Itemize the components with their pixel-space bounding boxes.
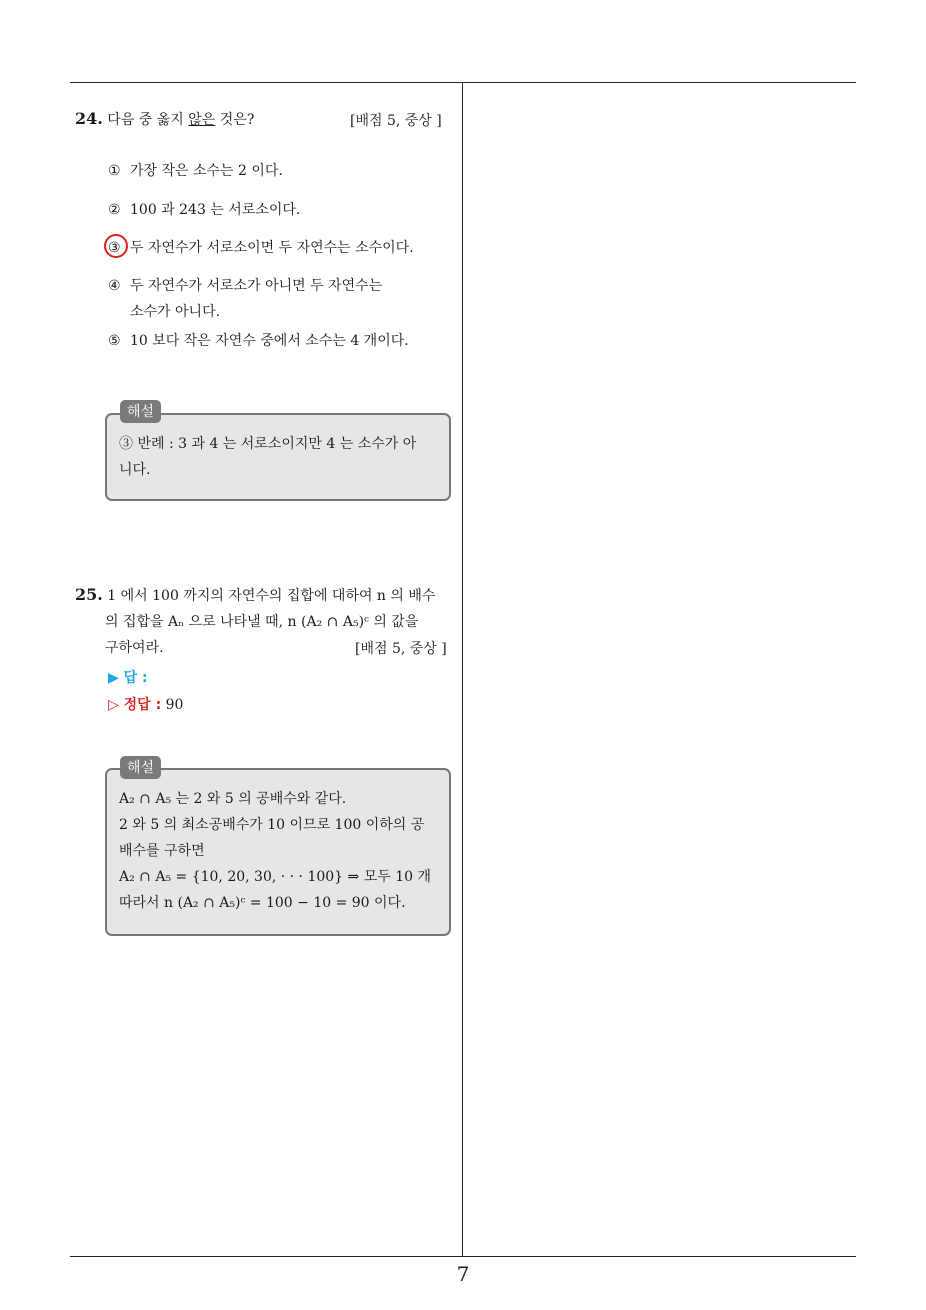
question-25-points: [배점 5, 중상 ]: [355, 641, 447, 657]
bottom-rule: [70, 1256, 856, 1257]
correct-answer-value: 90: [165, 697, 184, 713]
solution-25-line: 배수를 구하면: [119, 843, 205, 859]
question-24-number: 24.: [75, 109, 103, 128]
question-25-number: 25.: [75, 585, 103, 604]
emphasis-not: 않은: [188, 112, 216, 128]
question-24-points: [배점 5, 중상 ]: [350, 113, 442, 129]
correct-answer-label: ▷ 정답 :: [108, 697, 162, 713]
choice-5[interactable]: ⑤ 10 보다 작은 자연수 중에서 소수는 4 개이다.: [108, 333, 409, 349]
choice-1[interactable]: ① 가장 작은 소수는 2 이다.: [108, 163, 283, 179]
choice-3[interactable]: ③ 두 자연수가 서로소이면 두 자연수는 소수이다.: [108, 240, 414, 256]
choice-2[interactable]: ② 100 과 243 는 서로소이다.: [108, 202, 301, 218]
correct-answer: [108, 694, 183, 714]
solution-tag-25: 해설: [120, 756, 161, 779]
top-rule: [70, 82, 856, 83]
solution-25-line: 2 와 5 의 최소공배수가 10 이므로 100 이하의 공: [119, 817, 425, 833]
solution-box-24: [105, 413, 451, 501]
solution-25-line: A₂ ∩ A₅ = {10, 20, 30, · · · 100} ⇒ 모두 10 개: [119, 869, 432, 885]
solution-25-line: 따라서 n (A₂ ∩ A₅)ᶜ = 100 − 10 = 90 이다.: [119, 895, 406, 911]
question-25-prompt: 25. 1 에서 100 까지의 자연수의 집합에 대하여 n 의 배수 의 집합을 Aₙ 으로 나타낼 때, n (A₂ ∩ A₅)ᶜ 의 값을 구하여라.: [75, 585, 436, 656]
solution-24-line: 니다.: [119, 462, 151, 478]
question-24-prompt: 24. 다음 중 옳지 않은 것은?: [75, 109, 255, 128]
page-number: 7: [456, 1262, 470, 1286]
solution-24-line: ③ 반례 : 3 과 4 는 서로소이지만 4 는 소수가 아: [119, 436, 417, 452]
solution-25-line: A₂ ∩ A₅ 는 2 와 5 의 공배수와 같다.: [119, 791, 347, 807]
choice-4[interactable]: ④ 두 자연수가 서로소가 아니면 두 자연수는 소수가 아니다.: [108, 278, 383, 320]
column-divider: [462, 82, 463, 1257]
solution-box-25: [105, 768, 451, 936]
solution-tag-24: 해설: [120, 400, 161, 423]
answer-input-label[interactable]: ▶ 답 :: [108, 670, 148, 686]
